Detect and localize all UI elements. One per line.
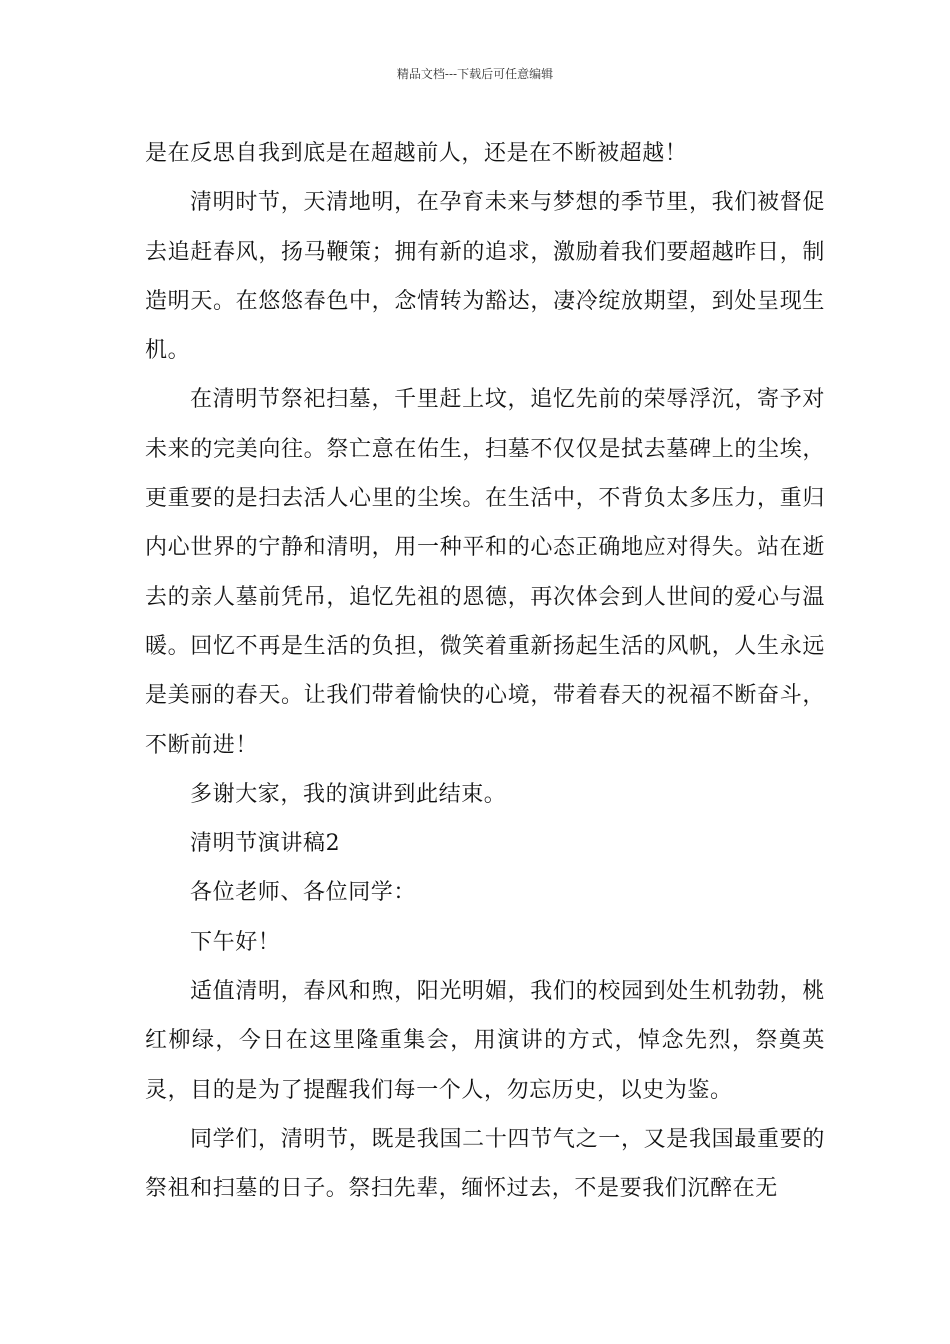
page-header: 精品文档---下载后可任意编辑 [396, 67, 554, 81]
paragraph: 在清明节祭祀扫墓，千里赶上坟，追忆先前的荣辱浮沉，寄予对未来的完美向往。祭亡意在佑生，扫墓不仅仅是拭去墓碑上的尘埃，更重要的是扫去活人心里的尘埃。在生活中，不背负太多压力，重归内心世界的宁静和清明，用一种平和的心态正确地应对得失。站在逝去的亲人墓前凭吊，追忆先祖的恩德，再次体会到人世间的爱心与温暖。回忆不再是生活的负担，微笑着重新扬起生活的风帆，人生永远是美丽的春天。让我们带着愉快的心境，带着春天的祝福不断奋斗，不断前进！ [145, 387, 825, 758]
greeting: 下午好！ [190, 929, 281, 955]
paragraph: 是在反思自我到底是在超越前人，还是在不断被超越！ [145, 141, 688, 166]
salutation: 各位老师、各位同学： [190, 880, 417, 906]
paragraph: 适值清明，春风和煦，阳光明媚，我们的校园到处生机勃勃，桃红柳绿，今日在这里隆重集会，用演讲的方式，悼念先烈，祭奠英灵，目的是为了提醒我们每一个人，勿忘历史，以史为鉴。 [145, 979, 825, 1103]
paragraph: 多谢大家，我的演讲到此结束。 [190, 781, 507, 807]
paragraph: 清明时节，天清地明，在孕育未来与梦想的季节里，我们被督促去追赶春风，扬马鞭策；拥有新的追求，激励着我们要超越昨日，制造明天。在悠悠春色中，念情转为豁达，凄冷绽放期望，到处呈现生机。 [145, 190, 825, 364]
speech-title: 清明节演讲稿2 [190, 831, 341, 857]
document-body [145, 129, 825, 1214]
paragraph: 同学们，清明节，既是我国二十四节气之一，又是我国最重要的祭祖和扫墓的日子。祭扫先辈，缅怀过去，不是要我们沉醉在无 [145, 1126, 825, 1202]
